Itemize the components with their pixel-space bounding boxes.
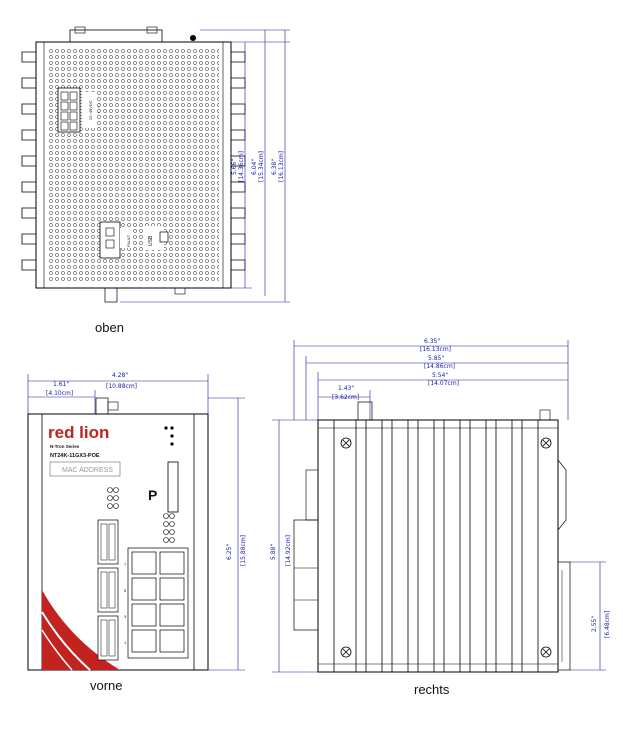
top-view: [22, 27, 290, 302]
front-offset: 1.61": [53, 381, 70, 388]
svg-text:7: 7: [124, 562, 127, 567]
front-width: 4.28": [112, 372, 129, 379]
top-dim-a-cm: [14.36cm]: [238, 150, 245, 182]
front-offset-cm: [4.10cm]: [46, 390, 74, 397]
right-dim-total: 6.35": [424, 338, 441, 345]
model-label: NT24K-11GX3-POE: [50, 453, 100, 459]
top-dim-c-cm: [16.13cm]: [278, 150, 285, 182]
din-height-cm: [6.48cm]: [604, 610, 611, 638]
front-view: [28, 372, 247, 670]
top-dim-b-cm: [15.34cm]: [258, 150, 265, 182]
right-view: [270, 338, 611, 672]
right-dim-small: 1.43": [338, 385, 355, 392]
right-height: 5.88": [270, 543, 277, 560]
front-height: 6.25": [226, 543, 233, 560]
svg-text:5: 5: [124, 588, 127, 593]
series-label: N-Tron Series: [50, 444, 80, 449]
fault-label: FAULT: [126, 234, 131, 247]
power-voltage-label: 22~49VDC: [88, 100, 93, 120]
top-dim-c: 6.38": [271, 158, 278, 175]
svg-text:+ - + -: + - + -: [96, 103, 101, 114]
label-top-view: oben: [95, 320, 124, 335]
svg-text:P: P: [148, 487, 158, 503]
front-height-cm: [15.88cm]: [240, 534, 247, 566]
svg-text:1: 1: [124, 640, 127, 645]
right-height-cm: [14.92cm]: [285, 534, 292, 566]
svg-text:3: 3: [124, 614, 127, 619]
right-dim-total-cm: [16.13cm]: [420, 346, 452, 353]
din-height: 2.55": [591, 615, 598, 632]
usb-label: USB: [148, 235, 154, 246]
right-dim-inner-cm: [14.07cm]: [428, 380, 460, 387]
right-dim-mid-cm: [14.86cm]: [424, 363, 456, 370]
right-dim-mid: 5.85": [428, 355, 445, 362]
label-right-view: rechts: [414, 682, 450, 697]
right-dim-small-cm: [3.62cm]: [332, 394, 360, 401]
label-front-view: vorne: [90, 678, 123, 693]
mac-address-label: MAC ADDRESS: [62, 467, 113, 474]
top-dim-a: 5.66": [231, 158, 238, 175]
brand-logo: red lion: [48, 423, 110, 442]
front-width-cm: [10.88cm]: [106, 383, 138, 390]
right-dim-inner: 5.54": [432, 372, 449, 379]
top-dim-b: 6.04": [251, 158, 258, 175]
